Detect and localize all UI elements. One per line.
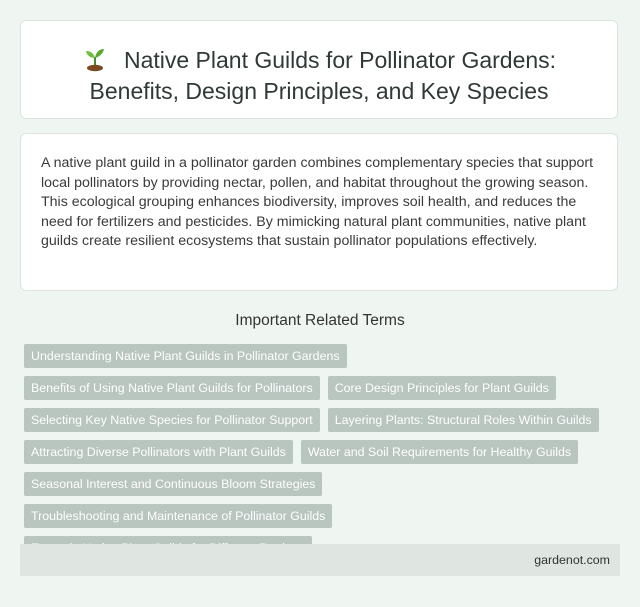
- sprout-icon: [82, 46, 108, 72]
- summary-card: [20, 133, 618, 291]
- footer: [20, 544, 620, 576]
- related-term-tag[interactable]: Understanding Native Plant Guilds in Pollinator Gardens: [24, 344, 347, 368]
- summary-text: A native plant guild in a pollinator garden combines complementary species that support local pollinators by providing nectar, pollen, and habitat throughout the growing season. This ecological grouping enhances biodiversity, improves soil health, and reduces the need for fertilizers and pesticides. By mimicking natural plant communities, native plant guilds create resilient ecosystems that sustain pollinator populations effectively.: [41, 155, 594, 250]
- related-term-tag[interactable]: Attracting Diverse Pollinators with Plant Guilds: [24, 440, 293, 464]
- related-term-tag[interactable]: Water and Soil Requirements for Healthy Guilds: [301, 440, 578, 464]
- page-title: [21, 45, 617, 107]
- page-title-line1: Native Plant Guilds for Pollinator Gardens:: [123, 47, 557, 73]
- page-title-line2: Benefits, Design Principles, and Key Species: [89, 78, 549, 104]
- related-term-tag[interactable]: Benefits of Using Native Plant Guilds for Pollinators: [24, 376, 320, 400]
- related-term-tag[interactable]: Core Design Principles for Plant Guilds: [328, 376, 556, 400]
- related-term-tag[interactable]: Layering Plants: Structural Roles Within Guilds: [328, 408, 599, 432]
- footer-site[interactable]: gardenot.com: [534, 553, 610, 567]
- related-term-tag[interactable]: Selecting Key Native Species for Pollinator Support: [24, 408, 320, 432]
- related-term-tag[interactable]: Troubleshooting and Maintenance of Pollinator Guilds: [24, 504, 332, 528]
- related-terms-heading: Important Related Terms: [235, 312, 405, 329]
- title-card: [20, 20, 618, 119]
- related-terms-list: [24, 344, 620, 560]
- related-term-tag[interactable]: Seasonal Interest and Continuous Bloom Strategies: [24, 472, 322, 496]
